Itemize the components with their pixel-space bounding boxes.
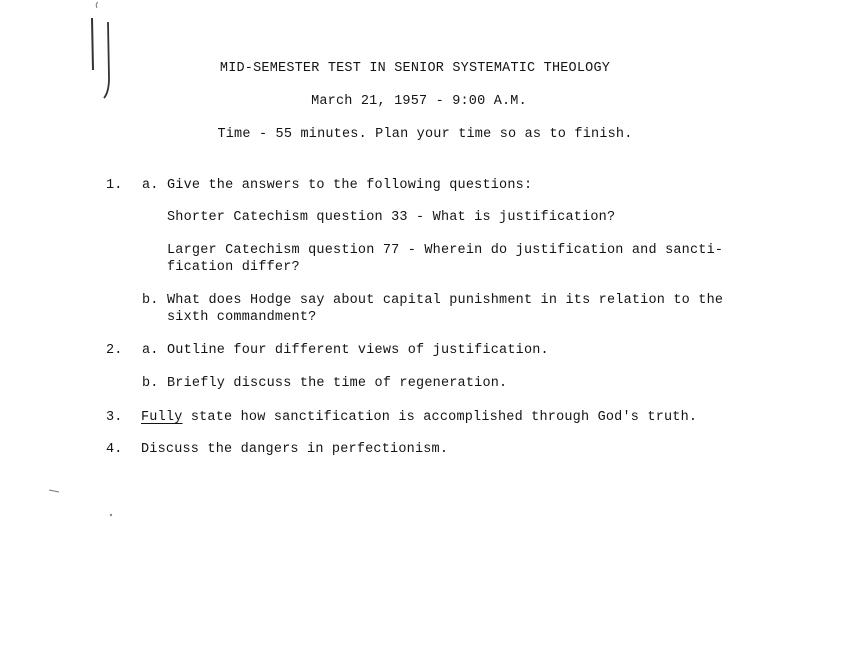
exam-title: MID-SEMESTER TEST IN SENIOR SYSTEMATIC THEOLOGY [219, 61, 611, 76]
question-1-number: 1. [106, 178, 123, 193]
speck-mark [108, 512, 114, 518]
question-2-number: 2. [106, 343, 123, 358]
speck-mark [48, 488, 62, 494]
question-3-number: 3. [106, 410, 123, 425]
question-1a-letter: a. [142, 178, 159, 193]
exam-date: March 21, 1957 - 9:00 A.M. [311, 94, 527, 109]
question-4-number: 4. [106, 442, 123, 457]
question-2a-letter: a. [142, 343, 159, 358]
time-instructions: Time - 55 minutes. Plan your time so as to finish. [217, 127, 633, 142]
question-3-text [141, 409, 697, 426]
question-1a-item-2-line-2: fication differ? [167, 260, 300, 275]
question-3-emphasis: Fully [141, 410, 183, 425]
question-1b-line-1: What does Hodge say about capital punishment in its relation to the [167, 293, 724, 308]
question-2b-text: Briefly discuss the time of regeneration. [167, 376, 508, 391]
question-2a-text: Outline four different views of justification. [167, 343, 549, 358]
question-1a-item-1: Shorter Catechism question 33 - What is justification? [167, 210, 616, 225]
question-1b-letter: b. [142, 293, 159, 308]
staple-mark [86, 0, 116, 105]
question-1a-item-2-line-1: Larger Catechism question 77 - Wherein do justification and sancti- [167, 243, 724, 258]
question-4-text: Discuss the dangers in perfectionism. [141, 442, 449, 457]
question-2b-letter: b. [142, 376, 159, 391]
question-1b-line-2: sixth commandment? [167, 310, 317, 325]
question-1a-text: Give the answers to the following questions: [167, 178, 533, 193]
question-3-body: state how sanctification is accomplished through God's truth. [182, 410, 698, 425]
